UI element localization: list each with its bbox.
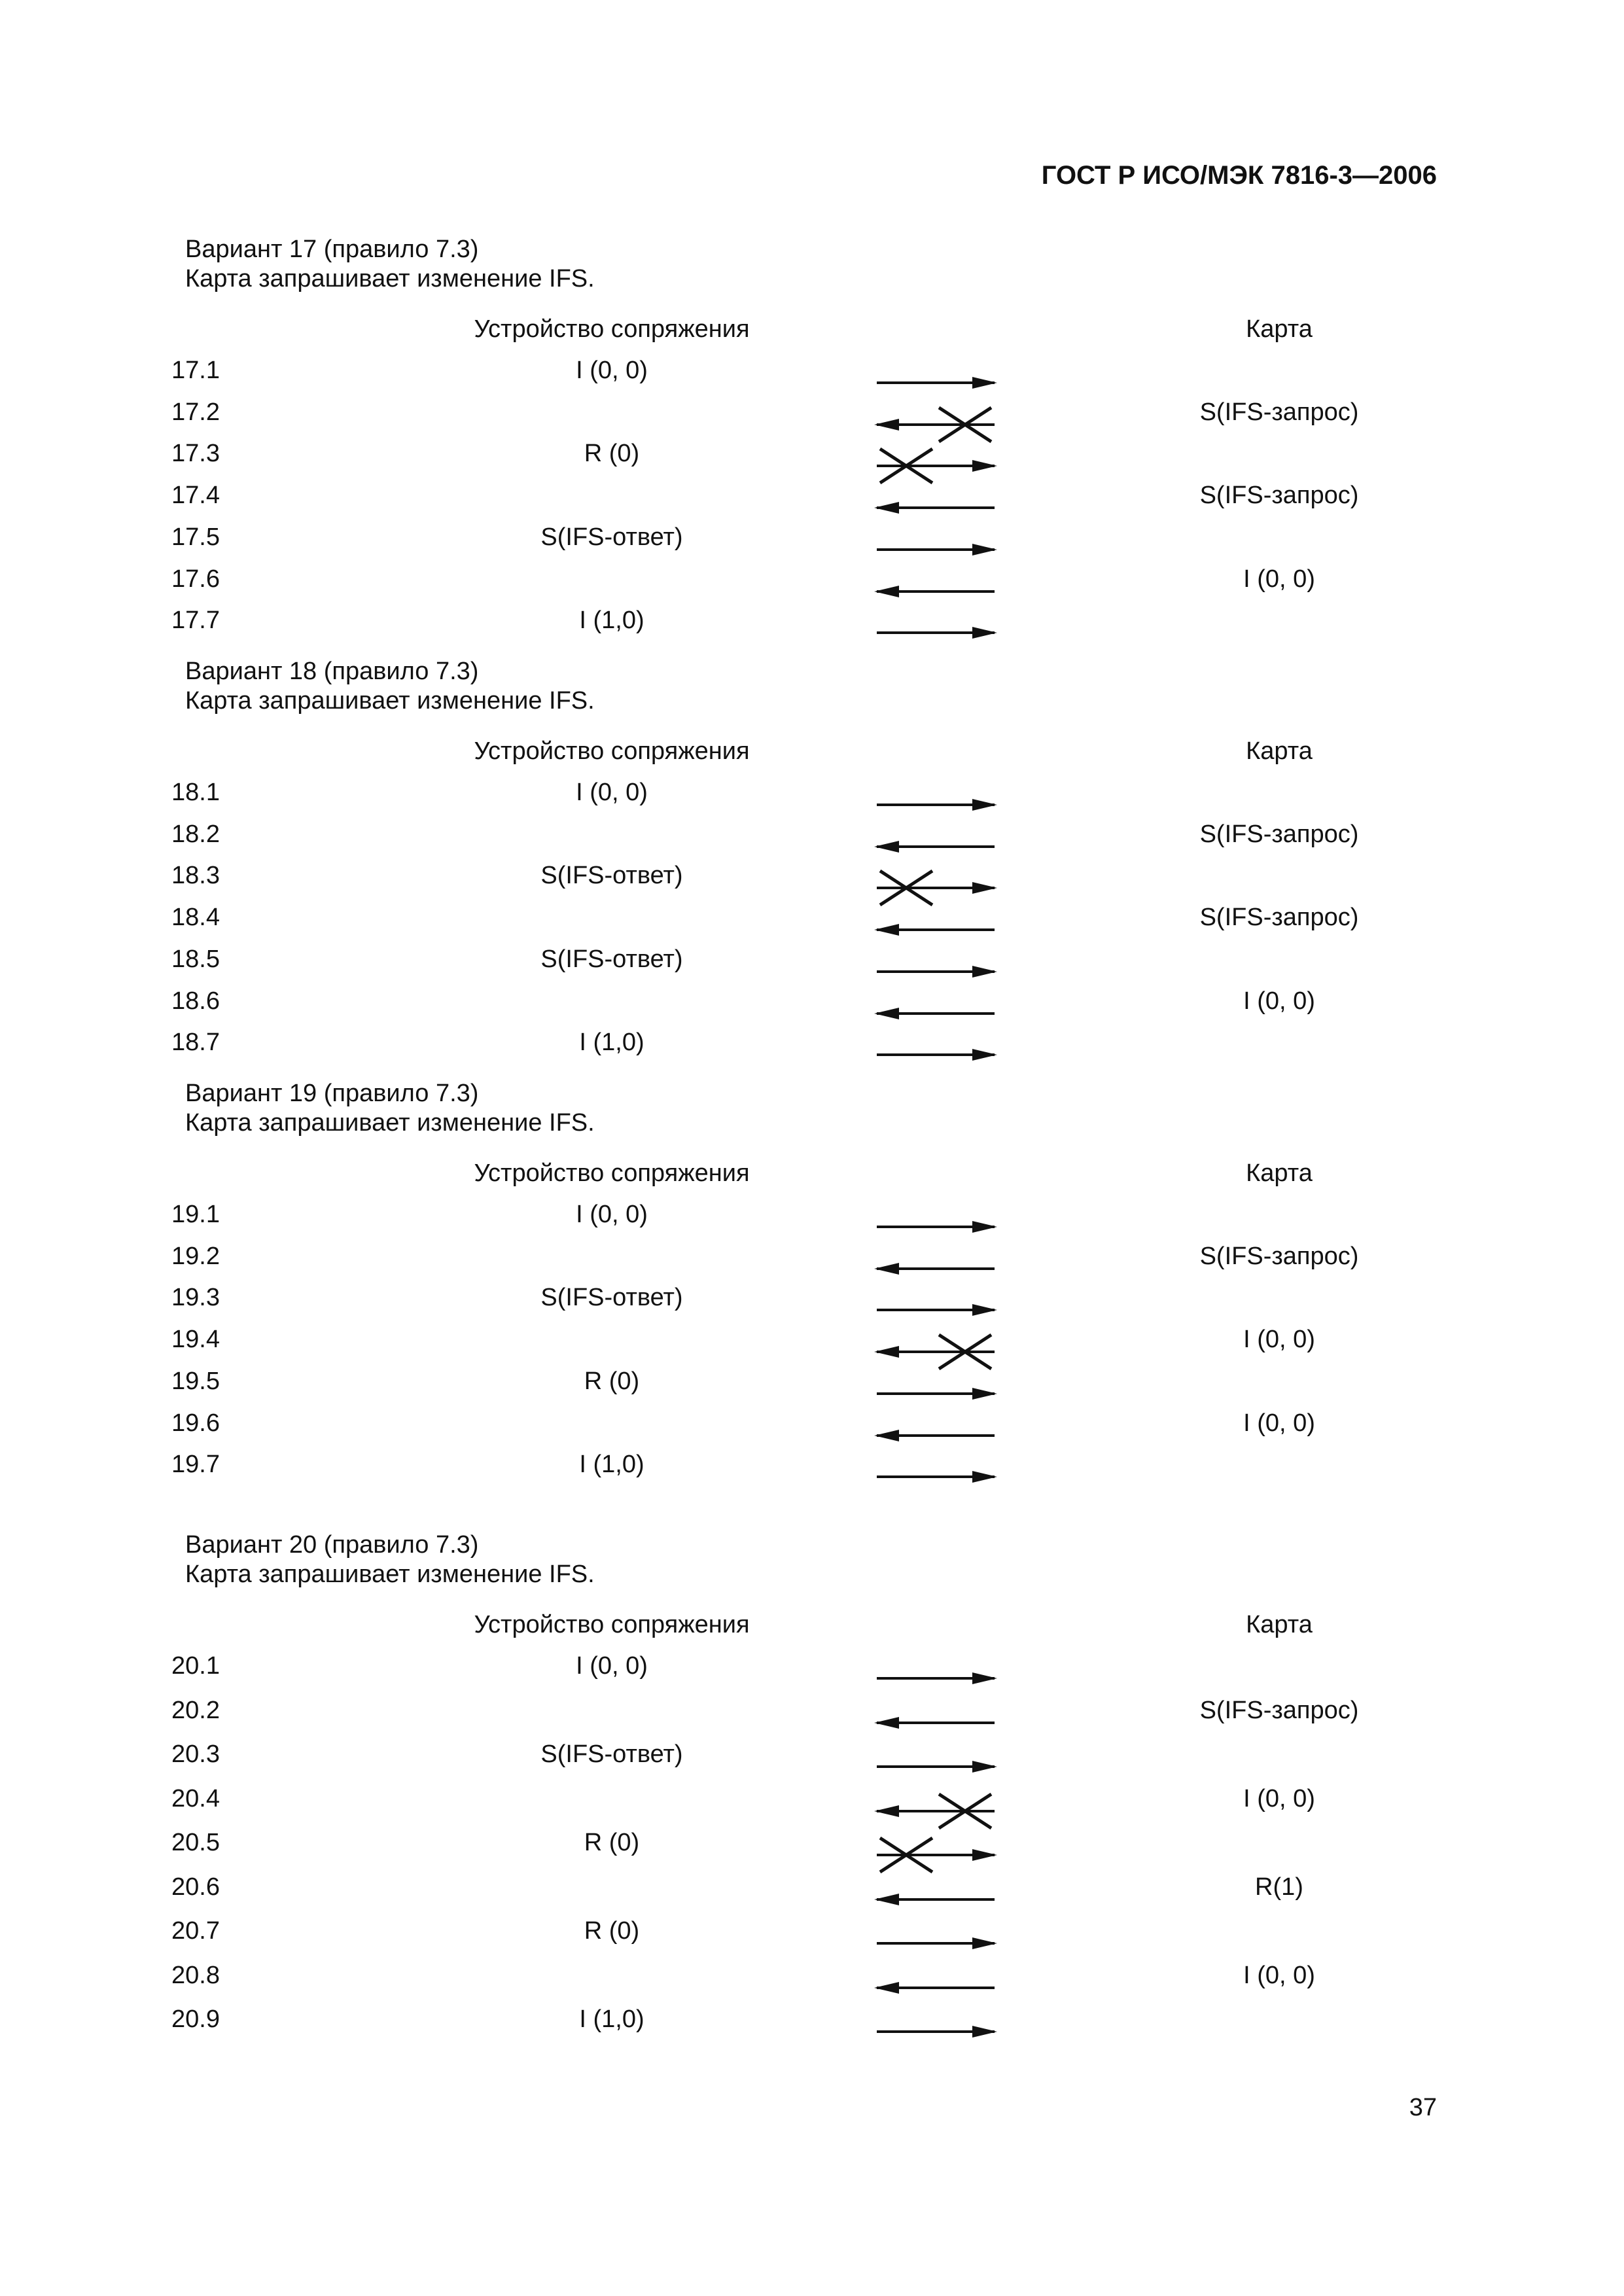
exchange-row <box>0 1740 1624 1780</box>
step-number: 18.6 <box>171 987 220 1015</box>
step-number: 19.1 <box>171 1201 220 1228</box>
step-number: 20.2 <box>171 1696 220 1724</box>
step-number: 17.4 <box>171 482 220 510</box>
card-block: I (0, 0) <box>1243 1409 1315 1437</box>
exchange-row <box>0 1697 1624 1736</box>
arrow-head <box>972 1761 997 1773</box>
card-block: I (0, 0) <box>1243 1326 1315 1354</box>
exchange-row <box>0 1873 1624 1913</box>
card-block: I (0, 0) <box>1243 1784 1315 1812</box>
interface-device-block: I (0, 0) <box>576 357 648 384</box>
exchange-row <box>0 565 1624 605</box>
exchange-row <box>0 1785 1624 1824</box>
exchange-row <box>0 779 1624 818</box>
card-block: S(IFS-запрос) <box>1199 482 1359 510</box>
arrow-head <box>874 1263 899 1275</box>
card-block: I (0, 0) <box>1243 987 1315 1015</box>
step-number: 18.5 <box>171 945 220 973</box>
step-number: 17.6 <box>171 565 220 593</box>
step-number: 20.1 <box>171 1652 220 1680</box>
step-number: 17.2 <box>171 398 220 426</box>
step-number: 20.7 <box>171 1917 220 1945</box>
arrow-head <box>874 502 899 514</box>
column-header-card: Карта <box>1246 315 1313 343</box>
arrow-head <box>874 1717 899 1729</box>
exchange-row <box>0 357 1624 396</box>
exchange-row <box>0 862 1624 901</box>
arrow-head <box>972 544 997 556</box>
exchange-row <box>0 987 1624 1027</box>
variant-subtitle: Карта запрашивает изменение IFS. <box>185 687 595 715</box>
interface-device-block: I (0, 0) <box>576 1201 648 1228</box>
exchange-row <box>0 1326 1624 1365</box>
arrow-right-icon <box>870 2005 1008 2058</box>
arrow-head <box>874 586 899 597</box>
arrow-head <box>874 1430 899 1441</box>
variant-subtitle: Карта запрашивает изменение IFS. <box>185 265 595 292</box>
exchange-row <box>0 523 1624 563</box>
arrow-head <box>972 1937 997 1949</box>
step-number: 19.3 <box>171 1284 220 1312</box>
interface-device-block: S(IFS-ответ) <box>540 523 683 551</box>
arrow-right-icon <box>870 607 1008 659</box>
step-number: 17.5 <box>171 523 220 551</box>
step-number: 19.5 <box>171 1367 220 1395</box>
arrow-head <box>972 1672 997 1684</box>
arrow-head <box>874 1982 899 1994</box>
interface-device-block: I (0, 0) <box>576 779 648 806</box>
exchange-row <box>0 1451 1624 1490</box>
interface-device-block: R (0) <box>584 1367 640 1395</box>
interface-device-block: I (1,0) <box>579 2005 644 2033</box>
arrow-head <box>972 966 997 978</box>
step-number: 19.4 <box>171 1326 220 1354</box>
arrow-head <box>874 1008 899 1019</box>
column-header-interface-device: Устройство сопряжения <box>474 1159 750 1187</box>
interface-device-block: I (1,0) <box>579 1451 644 1479</box>
exchange-row <box>0 1409 1624 1449</box>
column-header-interface-device: Устройство сопряжения <box>474 737 750 765</box>
arrow-head <box>972 1471 997 1483</box>
exchange-row <box>0 1962 1624 2001</box>
arrow-head <box>874 924 899 936</box>
exchange-row <box>0 1243 1624 1282</box>
arrow-head <box>874 419 899 431</box>
step-number: 18.3 <box>171 862 220 890</box>
interface-device-block: R (0) <box>584 1829 640 1856</box>
interface-device-block: S(IFS-ответ) <box>540 862 683 890</box>
exchange-row <box>0 945 1624 985</box>
variant-title: Вариант 18 (правило 7.3) <box>185 658 479 685</box>
interface-device-block: R (0) <box>584 440 640 468</box>
exchange-row <box>0 904 1624 943</box>
card-block: I (0, 0) <box>1243 1961 1315 1989</box>
exchange-row <box>0 1029 1624 1068</box>
arrow-head <box>972 2026 997 2038</box>
exchange-row <box>0 398 1624 438</box>
column-header-card: Карта <box>1246 737 1313 765</box>
interface-device-block: I (1,0) <box>579 1029 644 1057</box>
arrow-right-icon <box>870 1029 1008 1081</box>
card-block: R(1) <box>1255 1873 1303 1901</box>
arrow-head <box>972 1221 997 1233</box>
exchange-row <box>0 1829 1624 1868</box>
exchange-row <box>0 482 1624 521</box>
arrow-head <box>972 1304 997 1316</box>
exchange-row <box>0 821 1624 860</box>
column-header-interface-device: Устройство сопряжения <box>474 1611 750 1638</box>
arrow-right-icon <box>870 1451 1008 1503</box>
page-number: 37 <box>1409 2094 1437 2121</box>
variant-subtitle: Карта запрашивает изменение IFS. <box>185 1109 595 1137</box>
step-number: 18.4 <box>171 904 220 932</box>
arrow-head <box>972 627 997 639</box>
step-number: 19.7 <box>171 1451 220 1479</box>
step-number: 20.9 <box>171 2005 220 2033</box>
step-number: 20.6 <box>171 1873 220 1901</box>
document-header: ГОСТ Р ИСО/МЭК 7816-3—2006 <box>1041 161 1437 190</box>
arrow-head <box>874 1894 899 1905</box>
card-block: S(IFS-запрос) <box>1199 1242 1359 1270</box>
exchange-row <box>0 1201 1624 1240</box>
card-block: S(IFS-запрос) <box>1199 1696 1359 1724</box>
step-number: 19.6 <box>171 1409 220 1437</box>
variant-title: Вариант 17 (правило 7.3) <box>185 236 479 263</box>
exchange-row <box>0 607 1624 646</box>
arrow-head <box>874 1805 899 1817</box>
column-header-card: Карта <box>1246 1159 1313 1187</box>
variant-subtitle: Карта запрашивает изменение IFS. <box>185 1561 595 1588</box>
exchange-row <box>0 1284 1624 1323</box>
step-number: 18.1 <box>171 779 220 806</box>
arrow-head <box>972 799 997 811</box>
exchange-row <box>0 1652 1624 1691</box>
step-number: 20.8 <box>171 1961 220 1989</box>
column-header-interface-device: Устройство сопряжения <box>474 315 750 343</box>
step-number: 18.2 <box>171 820 220 848</box>
step-number: 18.7 <box>171 1029 220 1057</box>
exchange-row <box>0 1368 1624 1407</box>
arrow-head <box>972 1849 997 1861</box>
card-block: I (0, 0) <box>1243 565 1315 593</box>
exchange-row <box>0 1917 1624 1956</box>
arrow-head <box>874 1346 899 1358</box>
interface-device-block: S(IFS-ответ) <box>540 1740 683 1768</box>
step-number: 17.3 <box>171 440 220 468</box>
card-block: S(IFS-запрос) <box>1199 398 1359 426</box>
variant-title: Вариант 19 (правило 7.3) <box>185 1080 479 1107</box>
interface-device-block: I (1,0) <box>579 607 644 635</box>
card-block: S(IFS-запрос) <box>1199 820 1359 848</box>
step-number: 17.1 <box>171 357 220 384</box>
step-number: 20.5 <box>171 1829 220 1856</box>
interface-device-block: S(IFS-ответ) <box>540 945 683 973</box>
step-number: 19.2 <box>171 1242 220 1270</box>
arrow-head <box>972 1388 997 1400</box>
arrow-head <box>972 882 997 894</box>
arrow-head <box>972 1049 997 1061</box>
variant-title: Вариант 20 (правило 7.3) <box>185 1531 479 1559</box>
interface-device-block: S(IFS-ответ) <box>540 1284 683 1312</box>
exchange-row <box>0 2005 1624 2045</box>
interface-device-block: I (0, 0) <box>576 1652 648 1680</box>
interface-device-block: R (0) <box>584 1917 640 1945</box>
arrow-head <box>874 841 899 853</box>
card-block: S(IFS-запрос) <box>1199 904 1359 932</box>
exchange-row <box>0 440 1624 479</box>
step-number: 20.4 <box>171 1784 220 1812</box>
arrow-head <box>972 460 997 472</box>
step-number: 20.3 <box>171 1740 220 1768</box>
step-number: 17.7 <box>171 607 220 635</box>
arrow-head <box>972 377 997 389</box>
column-header-card: Карта <box>1246 1611 1313 1638</box>
